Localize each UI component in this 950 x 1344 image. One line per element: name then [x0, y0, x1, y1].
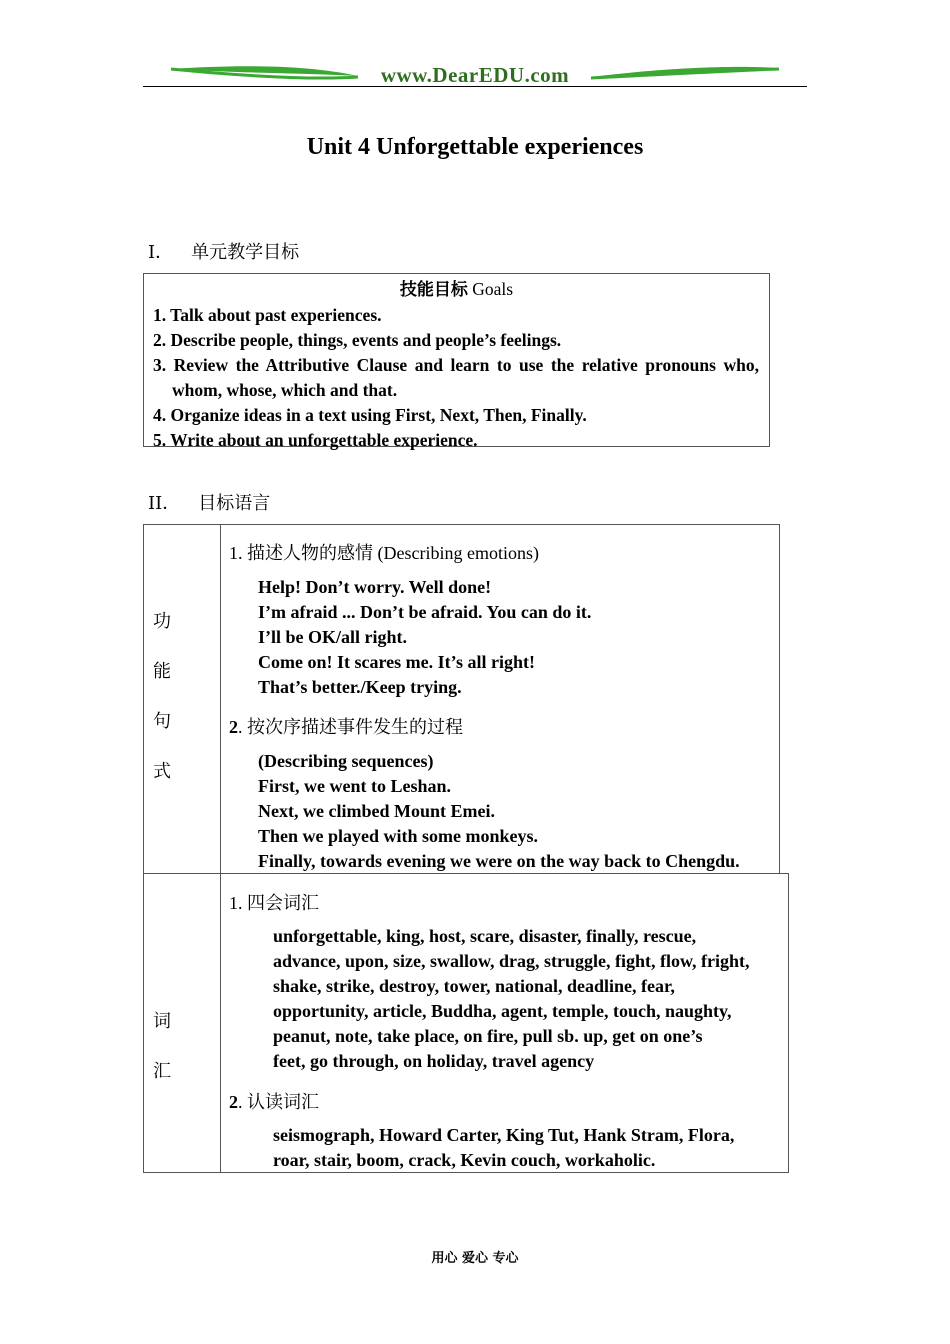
- vocab-line: advance, upon, size, swallow, drag, struggle, fight, flow, fright,: [273, 951, 750, 971]
- function-sentences-side-label: [153, 596, 171, 796]
- section-2-label: 目标语言: [198, 493, 271, 513]
- side-char: 词: [153, 1011, 171, 1031]
- section-2-heading: [148, 489, 270, 515]
- subheading-number: 2: [229, 717, 238, 737]
- side-char: 能: [153, 661, 171, 681]
- page-title: Unit 4 Unforgettable experiences: [306, 134, 644, 160]
- recognition-vocab-lines: [273, 1123, 734, 1173]
- sentence-line: Help! Don’t worry. Well done!: [258, 577, 492, 597]
- sentence-line: I’m afraid ... Don’t be afraid. You can do it.: [258, 602, 592, 622]
- header-rule: [143, 86, 807, 87]
- goals-title: [144, 277, 769, 303]
- sentence-line: That’s better./Keep trying.: [258, 677, 462, 697]
- sentence-line: First, we went to Leshan.: [258, 776, 451, 796]
- subheading-number: 1.: [229, 893, 243, 913]
- section-1-number: Ⅰ．: [148, 242, 174, 262]
- goals-box: [143, 273, 770, 450]
- emotions-lines: [258, 575, 591, 700]
- side-char: 句: [153, 711, 171, 731]
- active-vocab-subheading: [229, 889, 319, 915]
- sentence-line: (Describing sequences): [258, 751, 434, 771]
- vocabulary-side-label: [153, 996, 171, 1096]
- subheading-label: . 按次序描述事件发生的过程: [238, 717, 463, 737]
- section-1-label: 单元教学目标: [191, 242, 300, 262]
- vocab-line: unforgettable, king, host, scare, disaster, finally, rescue,: [273, 926, 697, 946]
- section-1-heading: [148, 238, 299, 264]
- sentence-line: Next, we climbed Mount Emei.: [258, 801, 495, 821]
- sequences-subheading: [229, 713, 463, 739]
- goal-item: 2. Describe people, things, events and people’s feelings.: [153, 330, 562, 350]
- goals-title-cn: 技能目标: [399, 280, 468, 300]
- goal-item: 5. Write about an unforgettable experience.: [153, 430, 478, 450]
- side-char: 式: [153, 761, 171, 781]
- goals-list: [153, 303, 759, 453]
- subheading-number: 1.: [229, 543, 243, 563]
- vocab-line: seismograph, Howard Carter, King Tut, Hank Stram, Flora,: [273, 1125, 735, 1145]
- vocab-line: opportunity, article, Buddha, agent, temple, touch, naughty,: [273, 1001, 732, 1021]
- vocab-line: feet, go through, on holiday, travel agency: [273, 1051, 595, 1071]
- goal-item: 3. Review the Attributive Clause and learn to use the relative pronouns who, whom, whose, which and that.: [153, 355, 759, 400]
- emotions-subheading: [229, 539, 539, 565]
- side-char: 汇: [153, 1061, 171, 1081]
- side-char: 功: [153, 611, 171, 631]
- vocab-line: peanut, note, take place, on fire, pull sb. up, get on one’s: [273, 1026, 703, 1046]
- goal-item: 1. Talk about past experiences.: [153, 305, 382, 325]
- subheading-label: . 认读词汇: [238, 1092, 319, 1112]
- subheading-label: 四会词汇: [247, 893, 319, 913]
- footer-text: 用心 爱心 专心: [431, 1251, 519, 1266]
- active-vocab-lines: [273, 924, 750, 1074]
- sentence-line: Come on! It scares me. It’s all right!: [258, 652, 535, 672]
- subheading-number: 2: [229, 1092, 238, 1112]
- goals-title-en: Goals: [472, 279, 514, 299]
- sentence-line: I’ll be OK/all right.: [258, 627, 408, 647]
- logo-text: www.DearEDU.com: [380, 63, 570, 87]
- subheading-label: 描述人物的感情 (Describing emotions): [247, 543, 539, 563]
- vocab-line: shake, strike, destroy, tower, national, deadline, fear,: [273, 976, 675, 996]
- sequences-lines: [258, 749, 740, 874]
- goal-item: 4. Organize ideas in a text using First, Next, Then, Finally.: [153, 405, 587, 425]
- section-2-number: ⅠⅠ．: [148, 493, 181, 513]
- recognition-vocab-subheading: [229, 1088, 319, 1114]
- sentence-line: Then we played with some monkeys.: [258, 826, 539, 846]
- vocab-line: roar, stair, boom, crack, Kevin couch, workaholic.: [273, 1150, 656, 1170]
- sentence-line: Finally, towards evening we were on the way back to Chengdu.: [258, 851, 740, 871]
